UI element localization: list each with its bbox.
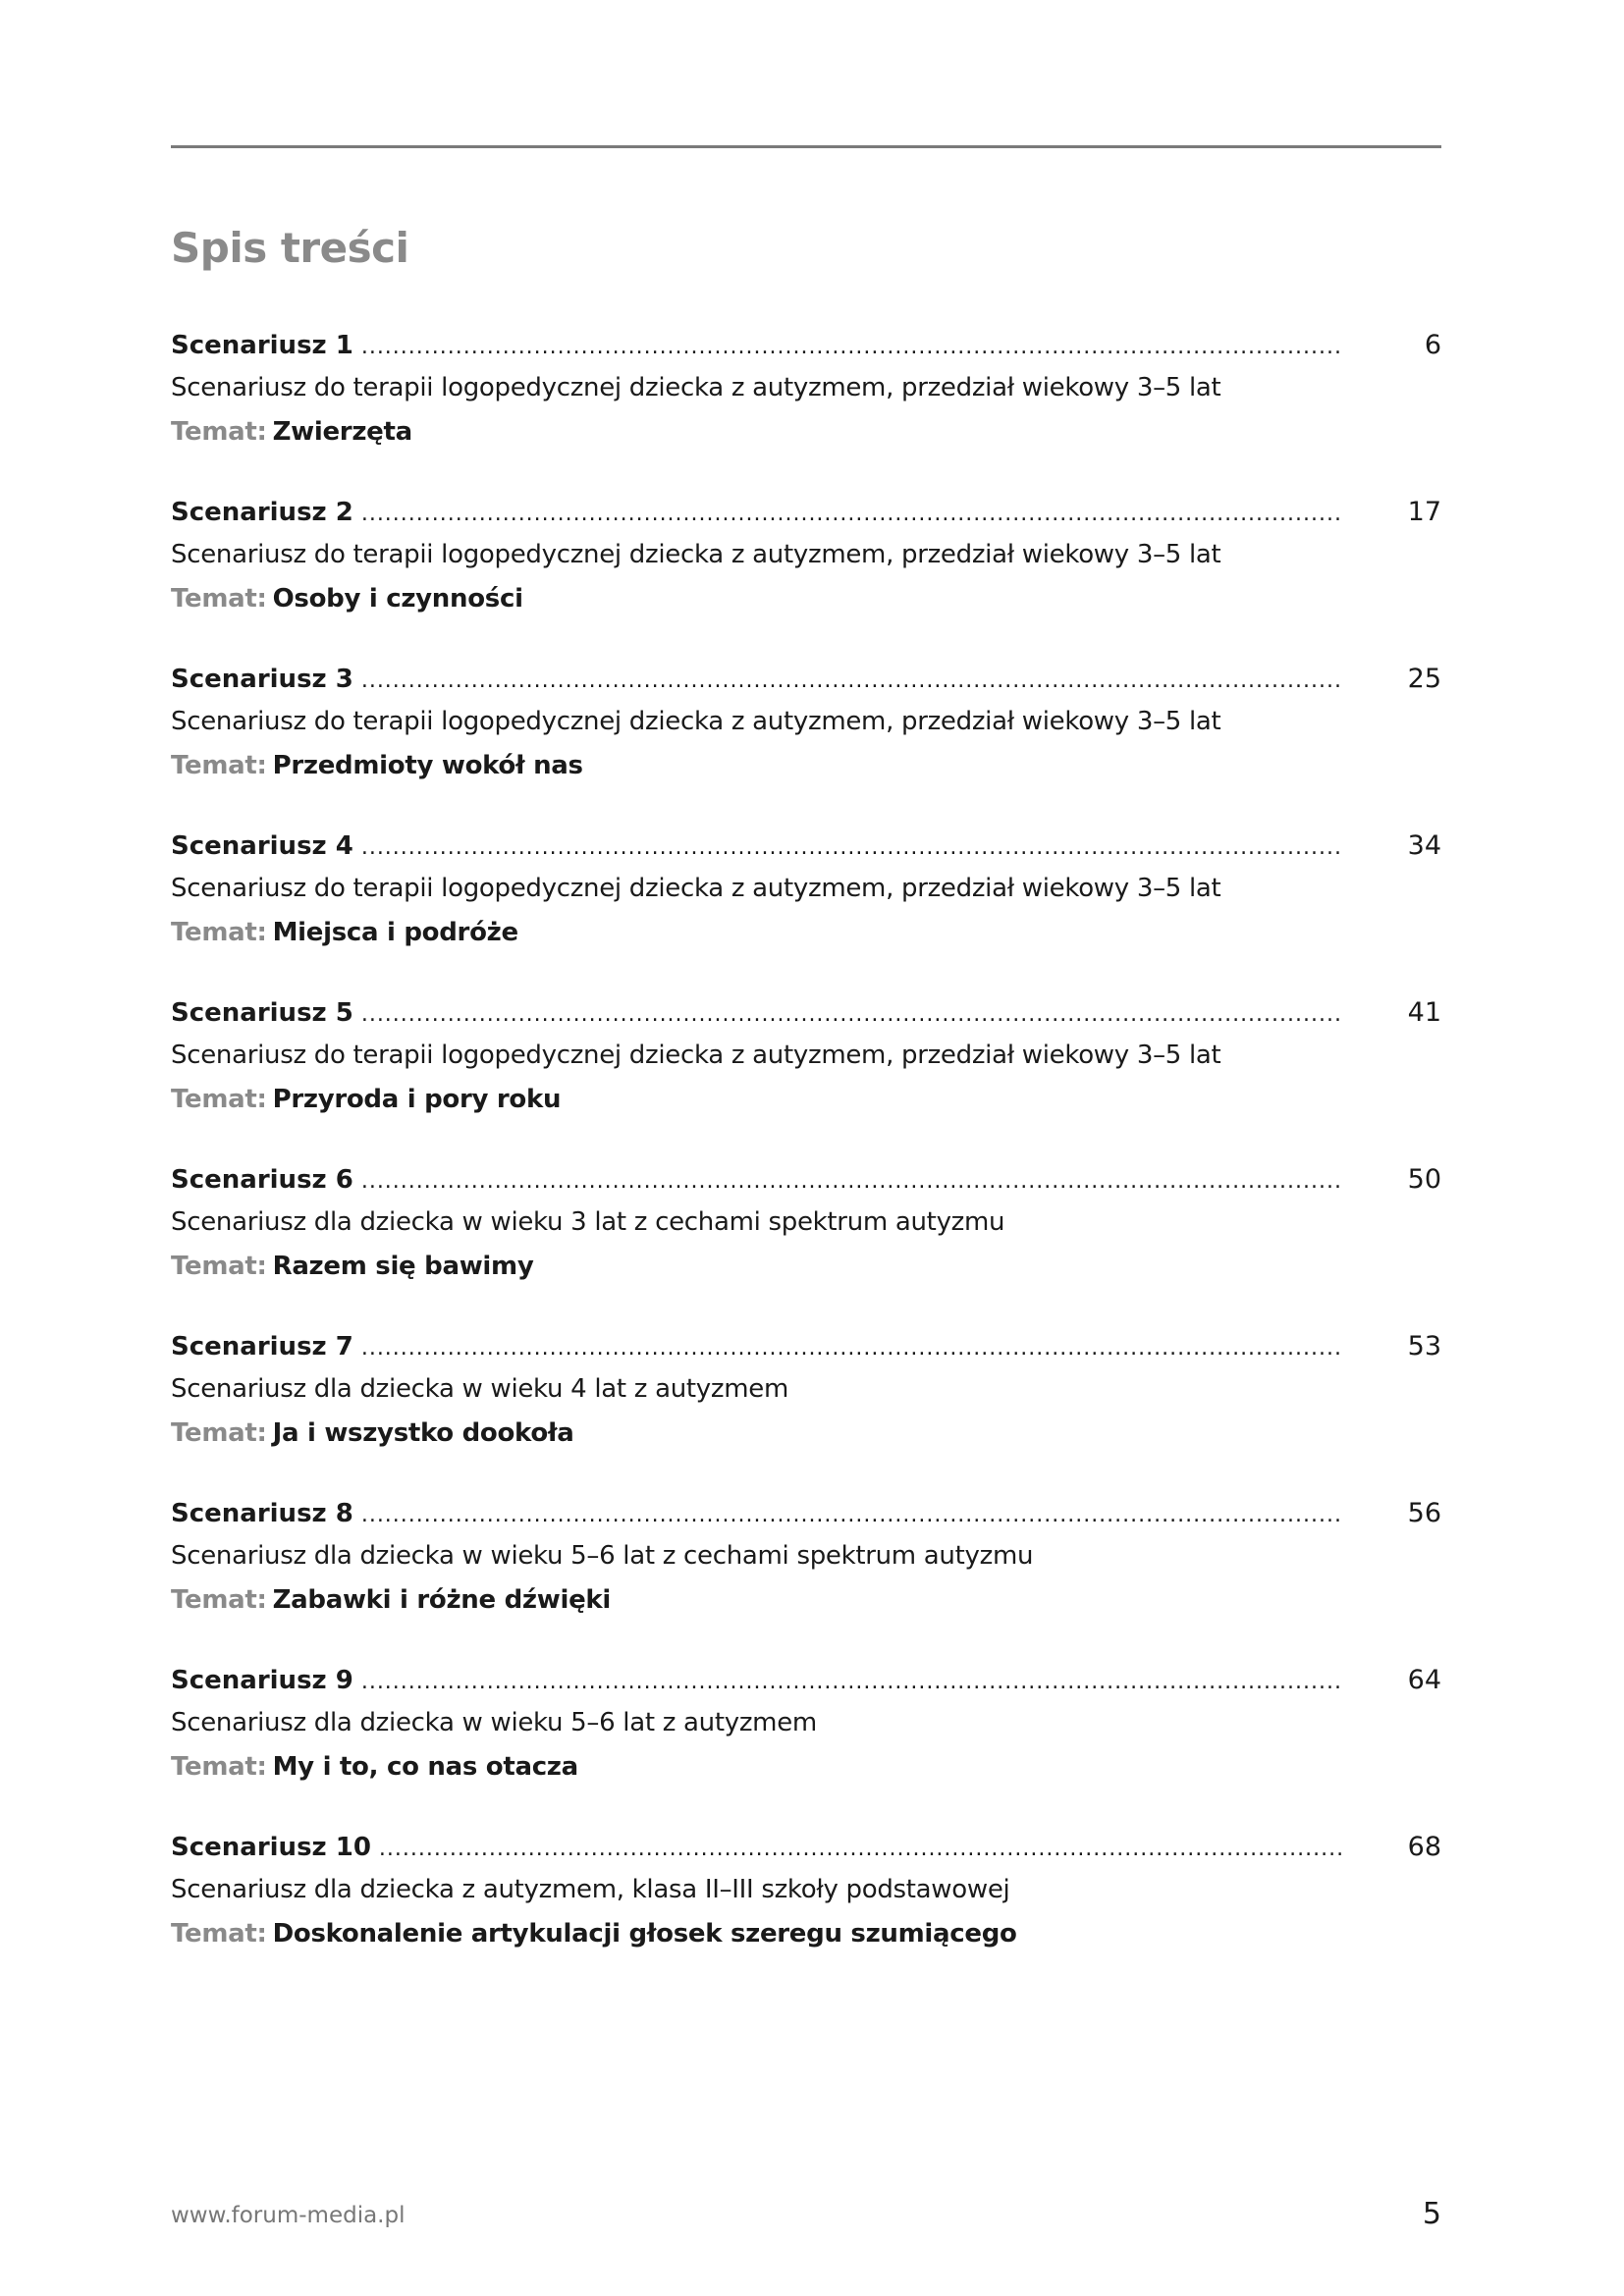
topic-prefix: Temat: [171, 1585, 267, 1615]
dot-leader [361, 1162, 1343, 1201]
entry-description: Scenariusz do terapii logopedycznej dziecka z autyzmem, przedział wiekowy 3–5 lat [171, 540, 1221, 569]
topic-name: Zabawki i różne dźwięki [272, 1585, 612, 1615]
footer-url: www.forum-media.pl [171, 2203, 406, 2228]
entry-label: Scenariusz 7 [171, 1332, 353, 1362]
entry-topic [171, 1578, 1441, 1622]
entry-page-number: 6 [1424, 330, 1441, 360]
entry-page-number: 17 [1407, 497, 1441, 527]
dot-leader [361, 828, 1343, 868]
entry-description: Scenariusz dla dziecka w wieku 3 lat z cechami spektrum autyzmu [171, 1207, 1005, 1237]
entry-label: Scenariusz 8 [171, 1499, 353, 1528]
table-of-contents [171, 326, 1441, 1995]
entry-topic [171, 1745, 1441, 1789]
toc-entry[interactable] [171, 1327, 1441, 1494]
entry-page-number: 41 [1407, 997, 1441, 1028]
topic-name: Zwierzęta [272, 417, 412, 447]
topic-prefix: Temat: [171, 1085, 267, 1114]
toc-entry[interactable] [171, 827, 1441, 993]
entry-label: Scenariusz 1 [171, 331, 353, 360]
entry-label: Scenariusz 6 [171, 1165, 353, 1195]
toc-entry[interactable] [171, 1661, 1441, 1828]
toc-entry[interactable] [171, 993, 1441, 1160]
toc-entry[interactable] [171, 660, 1441, 827]
entry-description: Scenariusz do terapii logopedycznej dziecka z autyzmem, przedział wiekowy 3–5 lat [171, 707, 1221, 736]
page-title: Spis treści [171, 224, 409, 272]
toc-entry[interactable] [171, 1494, 1441, 1661]
topic-name: My i to, co nas otacza [272, 1752, 578, 1782]
entry-topic [171, 1412, 1441, 1455]
entry-label: Scenariusz 9 [171, 1666, 353, 1695]
top-divider [171, 145, 1441, 148]
entry-page-number: 56 [1407, 1498, 1441, 1528]
dot-leader [361, 1329, 1343, 1368]
topic-name: Miejsca i podróże [272, 918, 518, 947]
entry-label: Scenariusz 3 [171, 665, 353, 694]
topic-prefix: Temat: [171, 1752, 267, 1782]
entry-label: Scenariusz 4 [171, 831, 353, 861]
dot-leader [361, 662, 1343, 701]
toc-entry[interactable] [171, 326, 1441, 493]
entry-label: Scenariusz 2 [171, 498, 353, 527]
entry-description: Scenariusz dla dziecka w wieku 5–6 lat z cechami spektrum autyzmu [171, 1541, 1034, 1571]
toc-entry[interactable] [171, 1828, 1441, 1995]
topic-name: Razem się bawimy [272, 1252, 534, 1281]
topic-name: Osoby i czynności [272, 584, 523, 614]
entry-page-number: 68 [1407, 1832, 1441, 1862]
topic-prefix: Temat: [171, 918, 267, 947]
entry-label: Scenariusz 10 [171, 1833, 371, 1862]
topic-prefix: Temat: [171, 584, 267, 614]
entry-topic [171, 911, 1441, 954]
topic-prefix: Temat: [171, 1919, 267, 1949]
entry-description: Scenariusz do terapii logopedycznej dziecka z autyzmem, przedział wiekowy 3–5 lat [171, 373, 1221, 402]
topic-prefix: Temat: [171, 417, 267, 447]
topic-name: Doskonalenie artykulacji głosek szeregu szumiącego [272, 1919, 1017, 1949]
dot-leader [379, 1830, 1343, 1869]
entry-description: Scenariusz dla dziecka w wieku 4 lat z autyzmem [171, 1374, 788, 1404]
toc-entry[interactable] [171, 1160, 1441, 1327]
entry-topic [171, 577, 1441, 620]
entry-page-number: 34 [1407, 830, 1441, 861]
toc-entry[interactable] [171, 493, 1441, 660]
topic-name: Ja i wszystko dookoła [272, 1418, 574, 1448]
entry-description: Scenariusz do terapii logopedycznej dziecka z autyzmem, przedział wiekowy 3–5 lat [171, 1041, 1221, 1070]
topic-name: Przyroda i pory roku [272, 1085, 562, 1114]
entry-topic [171, 744, 1441, 787]
entry-description: Scenariusz dla dziecka w wieku 5–6 lat z autyzmem [171, 1708, 817, 1737]
dot-leader [361, 1496, 1343, 1535]
entry-topic [171, 1912, 1441, 1955]
entry-description: Scenariusz dla dziecka z autyzmem, klasa II–III szkoły podstawowej [171, 1875, 1010, 1904]
topic-prefix: Temat: [171, 751, 267, 780]
topic-prefix: Temat: [171, 1252, 267, 1281]
entry-topic [171, 410, 1441, 454]
topic-prefix: Temat: [171, 1418, 267, 1448]
entry-topic [171, 1245, 1441, 1288]
entry-page-number: 25 [1407, 664, 1441, 694]
entry-description: Scenariusz do terapii logopedycznej dziecka z autyzmem, przedział wiekowy 3–5 lat [171, 874, 1221, 903]
topic-name: Przedmioty wokół nas [272, 751, 583, 780]
entry-page-number: 53 [1407, 1331, 1441, 1362]
entry-page-number: 64 [1407, 1665, 1441, 1695]
dot-leader [361, 495, 1343, 534]
dot-leader [361, 328, 1343, 367]
entry-page-number: 50 [1407, 1164, 1441, 1195]
dot-leader [361, 1663, 1343, 1702]
entry-label: Scenariusz 5 [171, 998, 353, 1028]
entry-topic [171, 1078, 1441, 1121]
dot-leader [361, 995, 1343, 1035]
footer-page-number: 5 [1422, 2197, 1441, 2231]
